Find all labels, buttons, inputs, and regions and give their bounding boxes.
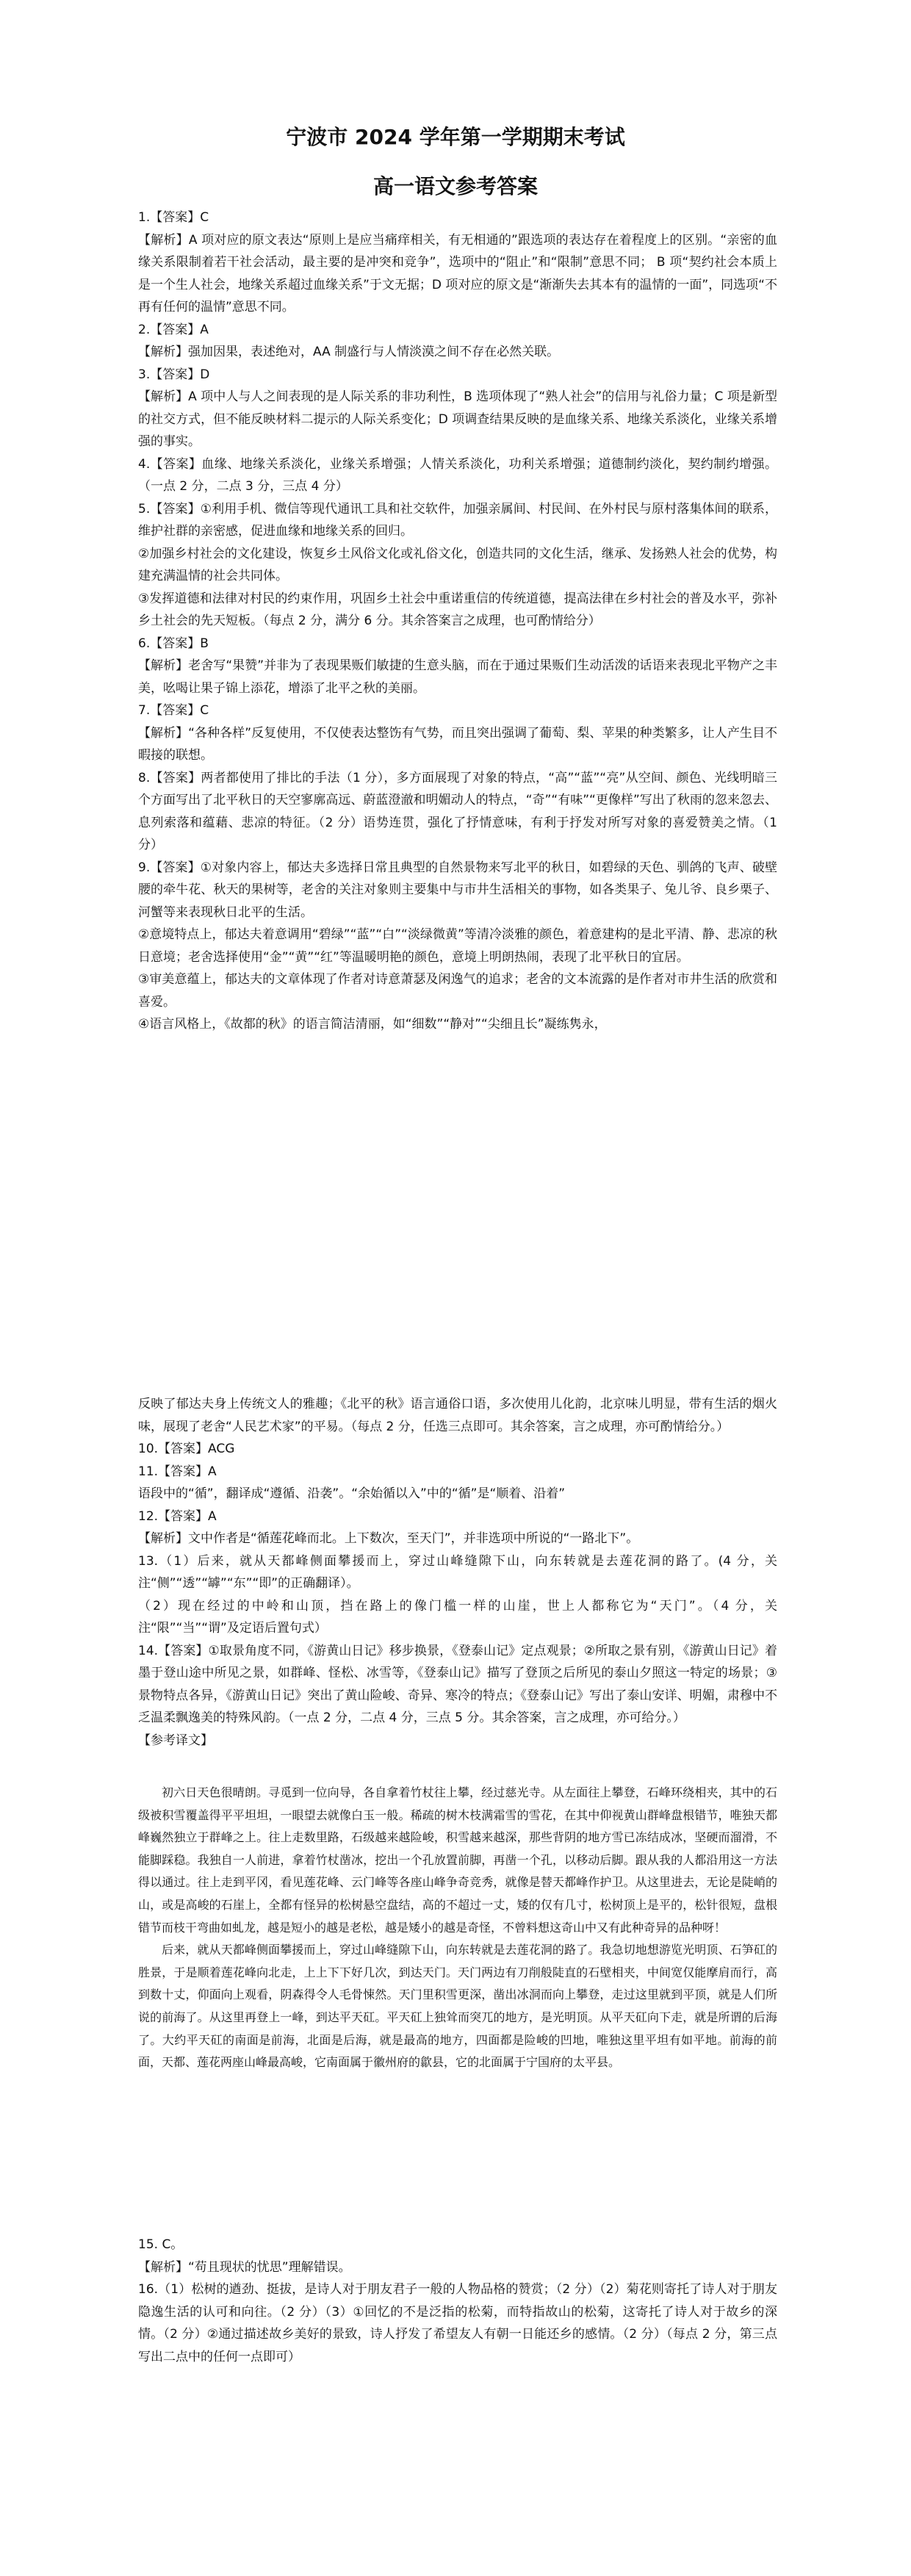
answer-line: 5.【答案】①利用手机、微信等现代通讯工具和社交软件，加强亲属间、村民间、在外村民与原村落集体间的联系，维护社群的亲密感，促进血缘和地缘关系的回归。 xyxy=(138,501,777,539)
answer-line: 12.【答案】A xyxy=(138,1508,217,1524)
answer-line: 10.【答案】ACG xyxy=(138,1442,235,1456)
answers-section-3 xyxy=(138,2234,777,2368)
answer-line: 语段中的“循”，翻译成“遵循、沿袭”。“余始循以入”中的“循”是“顺着、沿着” xyxy=(138,1486,566,1501)
page-title: 宁波市 2024 学年第一学期期末考试 xyxy=(286,125,625,149)
answer-line: 16.（1）松树的遒劲、挺拔，是诗人对于朋友君子一般的人物品格的赞赏；（2 分）（2）菊花则寄托了诗人对于朋友隐逸生活的认可和向往。（2 分）（3）①回忆的不是泛指的松菊，而特指故山的松菊，这寄托了诗人对于故乡的深情。（2 分）②通过描述故乡美好的景致，诗人抒发了希望友人有朝一日能还乡的感情。（2 分）（每点 2 分，第三点写出二点中的任何一点即可） xyxy=(138,2282,777,2364)
answer-line: 【参考译文】 xyxy=(138,1733,213,1748)
answer-line: 1.【答案】C xyxy=(138,210,209,225)
answer-line: ②意境特点上，郁达夫着意调用“碧绿”“蓝”“白”“淡绿微黄”等清冷淡雅的颜色，着意建构的是北平清、静、悲凉的秋日意境；老舍选择使用“金”“黄”“红”等温暖明艳的颜色，意境上明朗热闹，表现了北平秋日的宜居。 xyxy=(138,927,777,965)
reference-translation xyxy=(138,1782,777,2074)
answer-line: 【解析】“各种各样”反复使用，不仅使表达整饬有气势，而且突出强调了葡萄、梨、苹果的种类繁多，让人产生目不暇接的联想。 xyxy=(138,725,777,763)
answer-line: 8.【答案】两者都使用了排比的手法（1 分），多方面展现了对象的特点，“高”“蓝”“亮”从空间、颜色、光线明暗三个方面写出了北平秋日的天空寥廓高远、蔚蓝澄澈和明媚动人的特点，“奇”“有味”“更像样”写出了秋雨的忽来忽去、息列索落和蕴藉、悲凉的特征。（2 分）语势连贯，强化了抒情意味，有利于抒发对所写对象的喜爱赞美之情。（1 分） xyxy=(138,770,777,852)
answer-line: 15. C。 xyxy=(138,2237,184,2252)
answer-line: 【解析】文中作者是“循莲花峰而北。上下数次，至天门”，并非选项中所说的“一路北下”。 xyxy=(138,1531,639,1546)
answer-line: ②加强乡村社会的文化建设，恢复乡土风俗文化或礼俗文化，创造共同的文化生活，继承、发扬熟人社会的优势，构建充满温情的社会共同体。 xyxy=(138,546,777,583)
answer-line: 11.【答案】A xyxy=(138,1464,217,1479)
answer-line: 9.【答案】①对象内容上，郁达夫多选择日常且典型的自然景物来写北平的秋日，如碧绿的天色、驯鸽的飞声、破壁腰的牵牛花、秋天的果树等，老舍的关注对象则主要集中与市井生活相关的事物，如各类果子、兔儿爷、良乡栗子、河蟹等来表现秋日北平的生活。 xyxy=(138,860,777,920)
answer-line: 7.【答案】C xyxy=(138,703,209,718)
answer-line: 3.【答案】D xyxy=(138,367,210,382)
answers-section-1 xyxy=(138,206,777,1036)
answer-line: 【解析】强加因果，表述绝对，AA 制盛行与人情淡漠之间不存在必然关联。 xyxy=(138,345,560,359)
translation-paragraph: 后来，就从天都峰侧面攀援而上，穿过山峰缝隙下山，向东转就是去莲花洞的路了。我急切地想游览光明顶、石笋矼的胜景，于是顺着莲花峰向北走，上上下下好几次，到达天门。天门两边有刀削般陡直的石壁相夹，中间宽仅能摩肩而行，高到数十丈，仰面向上观看，阴森得令人毛骨悚然。天门里积雪更深，凿出冰洞而向上攀登，走过这里就到平顶，就是人们所说的前海了。从这里再登上一峰，到达平天矼。平天矼上独耸而突兀的地方，是光明顶。从平天矼向下走，就是所谓的后海了。大约平天矼的南面是前海，北面是后海，就是最高的地方，四面都是险峻的凹地，唯独这里平坦有如平地。前海的前面，天都、莲花两座山峰最高峻，它南面属于徽州府的歙县，它的北面属于宁国府的太平县。 xyxy=(138,1943,777,2070)
answer-line: ③审美意蕴上，郁达夫的文章体现了作者对诗意萧瑟及闲逸气的追求；老舍的文本流露的是作者对市井生活的欣赏和喜爱。 xyxy=(138,972,777,1010)
answer-line: （2）现在经过的中岭和山顶，挡在路上的像门槛一样的山崖，世上人都称它为“天门”。（4 分，关注“限”“当”“谓”及定语后置句式） xyxy=(138,1598,777,1636)
answer-line: 4.【答案】血缘、地缘关系淡化，业缘关系增强；人情关系淡化，功利关系增强；道德制约淡化，契约制约增强。（一点 2 分，二点 3 分，三点 4 分） xyxy=(138,456,777,494)
answer-line: 2.【答案】A xyxy=(138,322,209,337)
answer-line: 【解析】A 项对应的原文表达“原则上是应当痛痒相关，有无相通的”跟选项的表达存在着程度上的区别。“亲密的血缘关系限制着若干社会活动，最主要的是冲突和竞争”，选项中的“阻止”和“限制”意思不同； B 项“契约社会本质上是一个生人社会，地缘关系超过血缘关系”于文无据；D 项对应的原文是“渐渐失去其本有的温情的一面”，同选项“不再有任何的温情”意思不同。 xyxy=(138,232,777,314)
answer-line: 【解析】“苟且现状的忧思”理解错误。 xyxy=(138,2259,351,2275)
answer-line: ④语言风格上，《故都的秋》的语言简洁清丽，如“细数”“静对”“尖细且长”凝练隽永， xyxy=(138,1017,607,1032)
answer-line: 【解析】A 项中人与人之间表现的是人际关系的非功利性，B 选项体现了“熟人社会”的信用与礼俗力量；C 项是新型的社交方式，但不能反映材料二提示的人际关系变化；D 项调查结果反映的是血缘关系、地缘关系淡化，业缘关系增强的事实。 xyxy=(138,389,777,449)
page-subtitle: 高一语文参考答案 xyxy=(372,174,538,198)
answers-section-2 xyxy=(138,1393,777,1752)
answer-line: 14.【答案】①取景角度不同，《游黄山日记》移步换景，《登泰山记》定点观景；②所取之景有别，《游黄山日记》着墨于登山途中所见之景，如群峰、怪松、冰雪等，《登泰山记》描写了登顶之后所见的泰山夕照这一特定的场景；③景物特点各异，《游黄山日记》突出了黄山险峻、奇异、寒冷的特点；《登泰山记》写出了泰山安详、明媚，肃穆中不乏温柔飘逸美的特殊风韵。（一点 2 分，二点 4 分，三点 5 分。其余答案，言之成理，亦可给分。） xyxy=(138,1643,777,1725)
answer-line: 13.（1）后来，就从天都峰侧面攀援而上，穿过山峰缝隙下山，向东转就是去莲花洞的路了。(4 分，关注“侧”“透”“罅”“东”“即”的正确翻译）。 xyxy=(138,1553,777,1591)
translation-paragraph: 初六日天色很晴朗。寻觅到一位向导，各自拿着竹杖往上攀，经过慈光寺。从左面往上攀登，石峰环绕相夹，其中的石级被积雪覆盖得平平坦坦，一眼望去就像白玉一般。稀疏的树木枝满霜雪的雪花，在其中仰视黄山群峰盘根错节，唯独天都峰巍然独立于群峰之上。往上走数里路，石级越来越险峻，积雪越来越深，那些背阴的地方雪已冻结成冰，坚硬而溜滑，不能脚踩稳。我独自一人前进，拿着竹杖凿冰，挖出一个孔放置前脚，再凿一个孔，以移动后脚。跟从我的人都沿用这一方法得以通过。往上走到平冈，看见莲花峰、云门峰等各座山峰争奇竞秀，就像是替天都峰作护卫。从这里进去，无论是陡峭的山，或是高峻的石崖上，全都有怪异的松树悬空盘结，高的不超过一丈，矮的仅有几寸，松树顶上是平的，松针很短，盘根错节而枝干弯曲如虬龙，越是短小的越是老松，越是矮小的越是奇怪，不曾料想这奇山中又有此种奇异的品种呀！ xyxy=(138,1785,777,1935)
answer-line: 6.【答案】B xyxy=(138,636,209,651)
answer-line: 反映了郁达夫身上传统文人的雅趣；《北平的秋》语言通俗口语，多次使用儿化韵，北京味儿明显，带有生活的烟火味，展现了老舍“人民艺术家”的平易。（每点 2 分，任选三点即可。其余答案，言之成理，亦可酌情给分。） xyxy=(138,1397,777,1434)
answer-line: ③发挥道德和法律对村民的约束作用，巩固乡土社会中重诺重信的传统道德，提高法律在乡村社会的普及水平，弥补乡土社会的先天短板。（每点 2 分，满分 6 分。其余答案言之成理，也可酌情给分） xyxy=(138,591,777,628)
answer-line: 【解析】老舍写“果赞”并非为了表现果贩们敏捷的生意头脑，而在于通过果贩们生动活泼的话语来表现北平物产之丰美，吆喝让果子锦上添花，增添了北平之秋的美丽。 xyxy=(138,658,777,696)
